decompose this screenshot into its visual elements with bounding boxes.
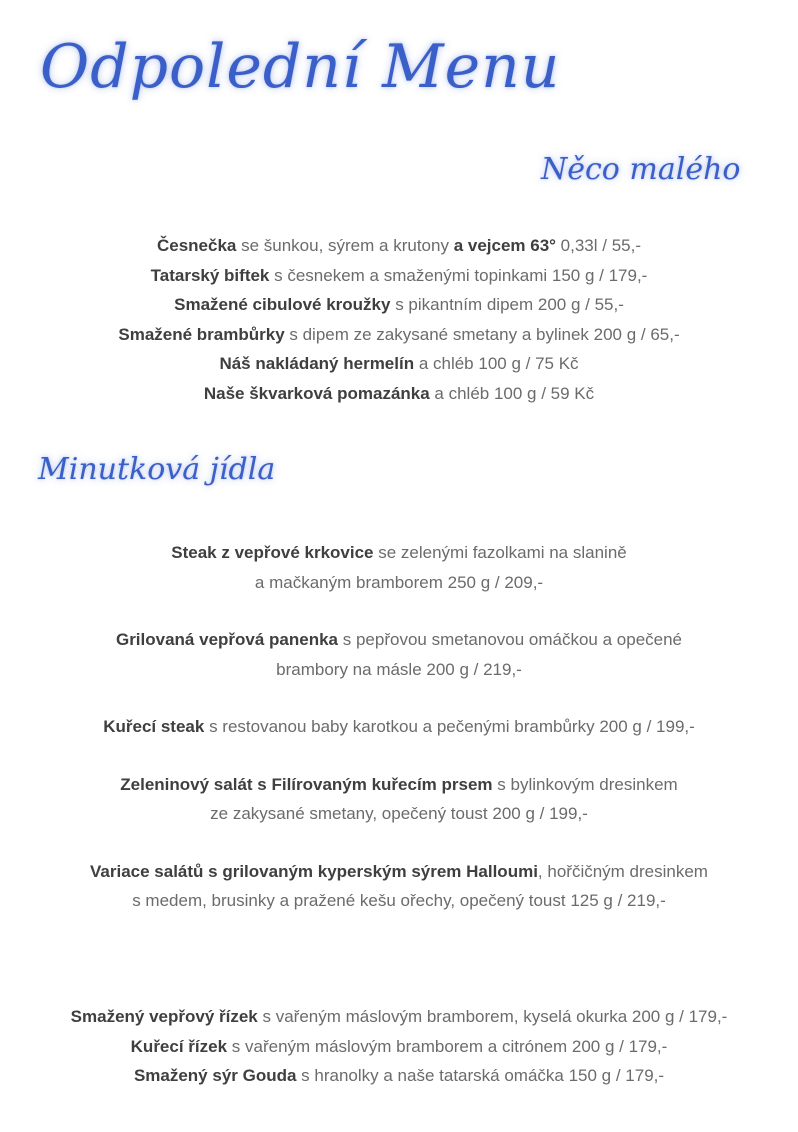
item-description: s česnekem a smaženými topinkami 150 g / 179,- — [269, 265, 648, 285]
item-description: s pikantním dipem 200 g / 55,- — [390, 295, 624, 314]
menu-item — [0, 770, 798, 829]
menu-item — [0, 261, 798, 291]
item-name: Variace salátů s grilovaným kyperským sýrem Halloumi — [90, 861, 538, 881]
item-name: Smažený sýr Gouda — [133, 1066, 297, 1085]
item-name: Grilovaná vepřová panenka — [115, 630, 339, 649]
menu-item — [0, 625, 798, 684]
item-name: Smažené brambůrky — [118, 324, 285, 344]
item-name: Smažený vepřový řízek — [70, 1007, 258, 1026]
menu-item — [0, 231, 798, 261]
item-name: Kuřecí řízek — [130, 1036, 228, 1056]
item-description: s bylinkovým dresinkem — [492, 774, 678, 794]
item-description: s pepřovou smetanovou omáčkou a opečené — [338, 630, 683, 649]
section-heading-minute: Minutková jídla — [38, 452, 276, 487]
item-description: s dipem ze zakysané smetany a bylinek 200 g / 65,- — [284, 324, 680, 344]
section-heading-small: Něco malého — [541, 152, 741, 187]
item-name: Zeleninový salát s Filírovaným kuřecím prsem — [120, 774, 493, 794]
item-name: Naše škvarková pomazánka — [203, 383, 430, 403]
menu-item — [0, 712, 798, 742]
item-description: se zelenými fazolkami na slanině — [373, 543, 627, 562]
menu-item — [0, 1032, 798, 1062]
item-name: Náš nakládaný hermelín — [219, 354, 415, 373]
item-description-continued: ze zakysané smetany, opečený toust 200 g / 199,- — [210, 804, 588, 823]
item-name: Smažené cibulové kroužky — [174, 295, 391, 314]
menu-item — [0, 1061, 798, 1091]
menu-item — [0, 379, 798, 409]
item-description: s vařeným máslovým bramborem, kyselá okurka 200 g / 179,- — [257, 1007, 728, 1026]
item-description: s restovanou baby karotkou a pečenými brambůrky 200 g / 199,- — [204, 717, 695, 736]
item-description-continued: s medem, brusinky a pražené kešu ořechy, opečený toust 125 g / 219,- — [132, 891, 666, 910]
item-description: a chléb 100 g / 75 Kč — [414, 354, 579, 373]
menu-item — [0, 290, 798, 320]
item-name: Česnečka — [156, 236, 237, 255]
item-extra: a vejcem 63° — [453, 236, 556, 255]
item-description: s vařeným máslovým bramborem a citrónem 200 g / 179,- — [227, 1036, 668, 1056]
item-description: a chléb 100 g / 59 Kč — [429, 383, 595, 403]
menu-item — [0, 320, 798, 350]
item-name: Steak z vepřové krkovice — [171, 543, 374, 562]
item-description-continued: brambory na másle 200 g / 219,- — [276, 659, 522, 679]
item-description: , hořčičným dresinkem — [537, 861, 708, 881]
item-description: se šunkou, sýrem a krutony — [236, 236, 454, 255]
item-name: Kuřecí steak — [103, 717, 205, 736]
small-dishes-list — [0, 231, 798, 408]
page-title: Odpolední Menu — [40, 32, 561, 102]
menu-item — [0, 538, 798, 597]
menu-item — [0, 349, 798, 379]
item-description: s hranolky a naše tatarská omáčka 150 g / 179,- — [296, 1066, 665, 1085]
menu-item — [0, 1002, 798, 1032]
item-name: Tatarský biftek — [150, 265, 270, 285]
menu-item — [0, 857, 798, 916]
minute-dishes-list — [0, 538, 798, 916]
fried-dishes-list — [0, 1002, 798, 1091]
item-description-continued: a mačkaným bramborem 250 g / 209,- — [254, 572, 544, 592]
item-price: 0,33l / 55,- — [555, 236, 642, 255]
